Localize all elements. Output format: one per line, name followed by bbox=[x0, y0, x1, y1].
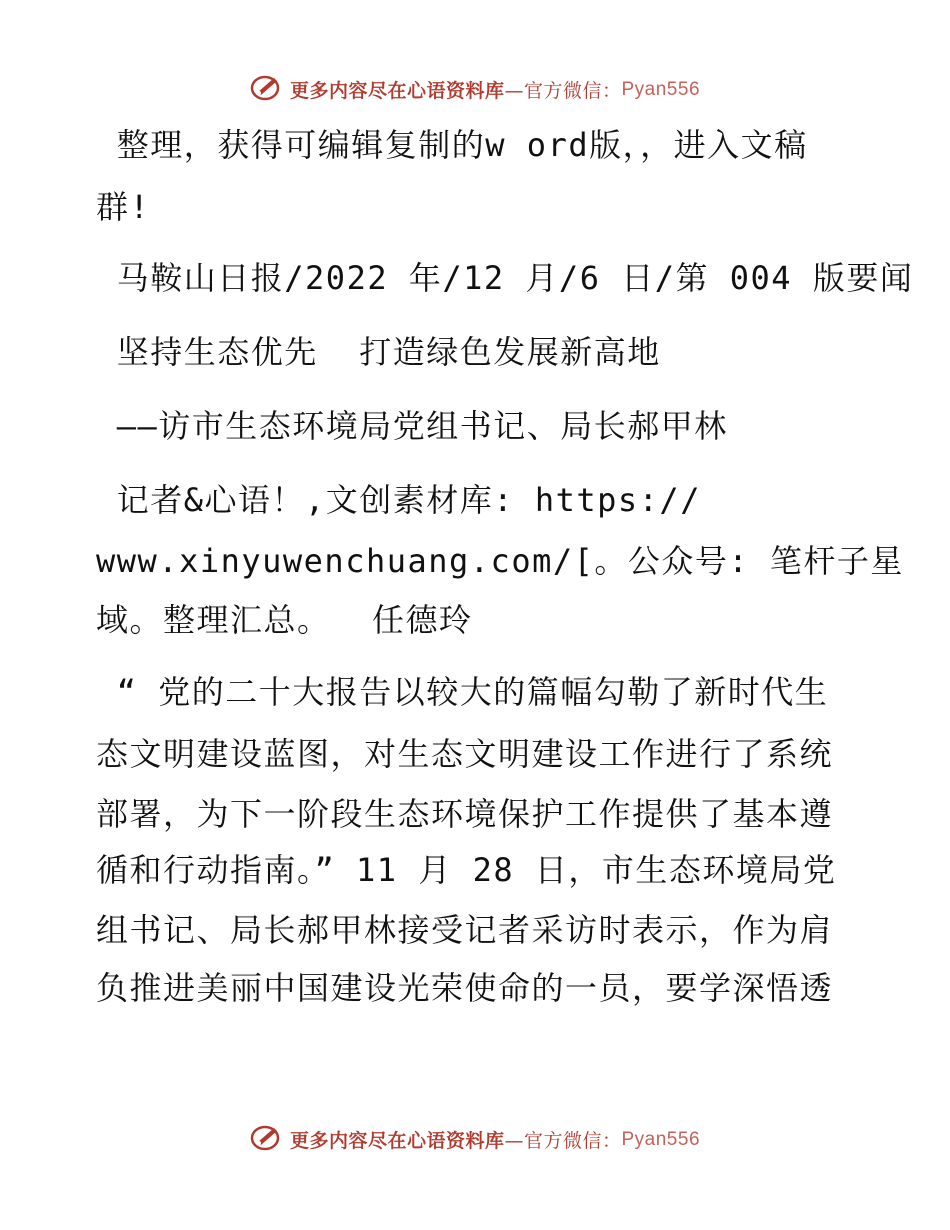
article-subtitle: ——访市生态环境局党组书记、局长郝甲林 bbox=[96, 407, 728, 445]
watermark-brand: 更多内容尽在心语资料库 bbox=[289, 1130, 505, 1152]
paragraph-line: 部署，为下一阶段生态环境保护工作提供了基本遵 bbox=[96, 795, 834, 833]
source-line: 马鞍山日报/2022 年/12 月/6 日/第 004 版要闻 bbox=[96, 259, 914, 297]
body-line: 群! bbox=[96, 188, 151, 226]
watermark-logo-icon bbox=[250, 72, 284, 107]
watermark-wechat-label: —官方微信： bbox=[504, 80, 622, 102]
paragraph-line: 负推进美丽中国建设光荣使命的一员，要学深悟透 bbox=[96, 969, 834, 1007]
paragraph-line: 态文明建设蓝图，对生态文明建设工作进行了系统 bbox=[96, 735, 834, 773]
byline-line: 记者&心语！,文创素材库: https:// bbox=[96, 481, 701, 519]
paragraph-line: 组书记、局长郝甲林接受记者采访时表示，作为肩 bbox=[96, 911, 834, 949]
byline-line: www.xinyuwenchuang.com/[。公众号: 笔杆子星 bbox=[96, 542, 904, 580]
paragraph-line: 循和行动指南。” 11 月 28 日，市生态环境局党 bbox=[96, 851, 837, 889]
watermark-wechat-id: Pyan556 bbox=[621, 1128, 701, 1150]
watermark-wechat-id: Pyan556 bbox=[621, 78, 701, 100]
body-line: 整理，获得可编辑复制的w ord版，，进入文稿 bbox=[96, 126, 808, 164]
watermark-wechat-label: —官方微信： bbox=[504, 1130, 622, 1152]
byline-line: 域。整理汇总。 任德玲 bbox=[96, 601, 473, 639]
watermark-footer bbox=[0, 1122, 950, 1157]
article-title: 坚持生态优先 打造绿色发展新高地 bbox=[96, 333, 661, 371]
watermark-brand: 更多内容尽在心语资料库 bbox=[289, 80, 505, 102]
watermark-header bbox=[0, 72, 950, 107]
paragraph-line: “ 党的二十大报告以较大的篇幅勾勒了新时代生 bbox=[96, 673, 829, 711]
watermark-logo-icon bbox=[250, 1122, 284, 1157]
